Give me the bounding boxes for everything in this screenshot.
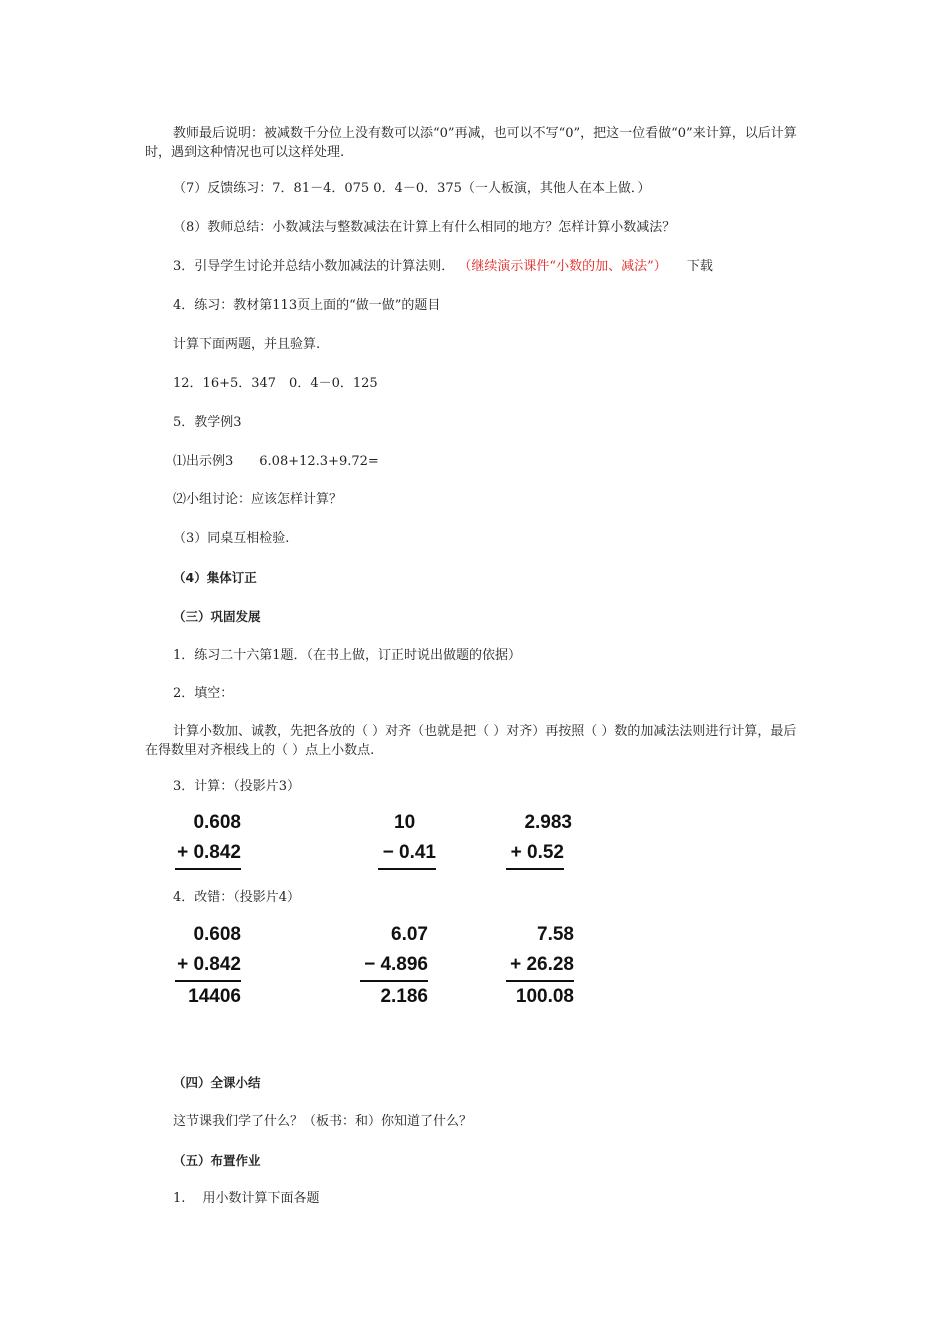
paragraph-show-example: ⑴出示例3 6.08+12.3+9.72=	[173, 454, 379, 469]
correction-problem-3	[506, 920, 574, 1012]
calc-bottom: + 0.842	[175, 950, 241, 982]
paragraph-teacher-summary: （8）教师总结：小数减法与整数减法在计算上有什么相同的地方？怎样计算小数减法？	[173, 220, 676, 235]
calc-result: 2.186	[380, 986, 428, 1007]
paragraph-exercise-26: 1．练习二十六第1题．（在书上做，订正时说出做题的依据）	[173, 648, 522, 663]
calc-top: 0.608	[193, 812, 241, 833]
download-link[interactable]: 下载	[686, 259, 713, 274]
paragraph-group-discussion: ⑵小组讨论：应该怎样计算？	[173, 492, 343, 507]
calc-problem-2	[378, 808, 436, 870]
calc-top: 6.07	[391, 924, 428, 945]
paragraph-exercise: 4．练习：教材第113页上面的“做一做”的题目	[173, 298, 441, 313]
paragraph-calc-instruction: 计算下面两题，并且验算.	[173, 337, 321, 352]
heading-homework: （五）布置作业	[173, 1153, 261, 1168]
paragraph-homework-1: 1. 用小数计算下面各题	[173, 1191, 320, 1206]
paragraph-teacher-explanation: 教师最后说明：被减数千分位上没有数可以添“0”再减，也可以不写“0”，把这一位看做“0”来计算，以后计算时，遇到这种情况也可以这样处理.	[145, 126, 797, 160]
heading-group-correction: （4）集体订正	[173, 570, 257, 585]
calc-bottom: − 0.41	[378, 838, 436, 870]
paragraph-calc-slide-3: 3．计算：（投影片3）	[173, 779, 301, 794]
heading-lesson-summary: （四）全课小结	[173, 1075, 261, 1090]
correction-problem-1	[175, 920, 241, 1012]
rule-discussion-text: 3．引导学生讨论并总结小数加减法的计算法则．	[173, 259, 455, 274]
calc-top: 10	[394, 812, 416, 833]
calc-result: 100.08	[515, 986, 574, 1007]
heading-consolidation: （三）巩固发展	[173, 609, 261, 624]
courseware-note: （继续演示课件“小数的加、减法”）	[458, 259, 667, 274]
calc-result: 14406	[188, 986, 241, 1007]
calc-bottom: + 0.842	[175, 838, 241, 870]
paragraph-correction-slide-4: 4．改错：（投影片4）	[173, 890, 301, 905]
paragraph-fill-blank: 2．填空：	[173, 686, 234, 701]
calc-bottom: − 4.896	[360, 950, 428, 982]
calc-bottom: + 0.52	[506, 838, 564, 870]
calc-top: 7.58	[537, 924, 574, 945]
paragraph-example-3: 5．教学例3	[173, 415, 242, 430]
calc-top: 0.608	[193, 924, 241, 945]
paragraph-rule-discussion	[173, 257, 713, 276]
paragraph-feedback-practice: （7）反馈练习：7．81－4．075 0．4－0．375（一人板演，其他人在本上做．）	[173, 181, 651, 196]
calc-problem-1	[175, 808, 241, 870]
paragraph-calc-problems: 12．16+5．347 0．4－0．125	[173, 376, 378, 391]
paragraph-summary-question: 这节课我们学了什么？（板书：和）你知道了什么？	[173, 1114, 473, 1129]
correction-problem-2	[360, 920, 428, 1012]
paragraph-peer-check: （3）同桌互相检验.	[173, 531, 290, 546]
calc-bottom: + 26.28	[506, 950, 574, 982]
calc-top: 2.983	[524, 812, 572, 833]
calc-problem-3	[506, 808, 572, 870]
paragraph-fill-blank-content: 计算小数加、诚教，先把各放的（ ）对齐（也就是把（ ）对齐）再按照（ ）数的加减法法则进行计算，最后在得数里对齐根线上的（ ）点上小数点.	[145, 724, 797, 758]
